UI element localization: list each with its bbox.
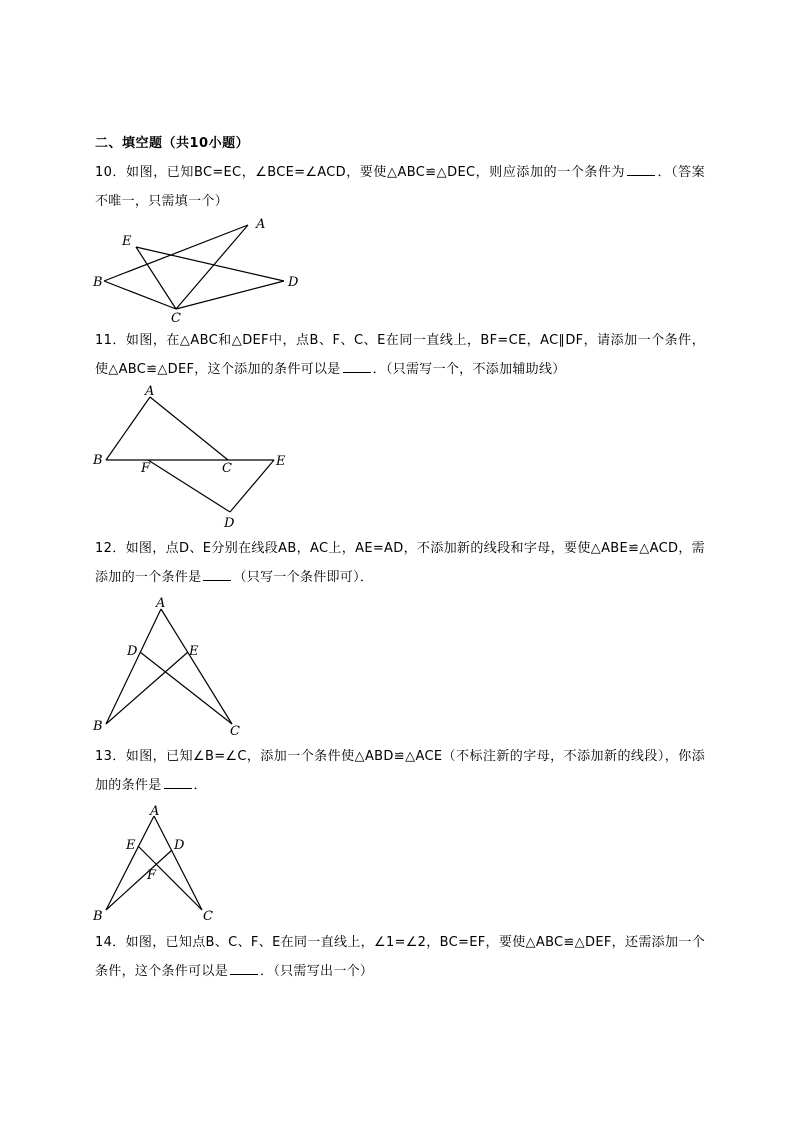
segment-fd [148,460,230,512]
question-13-text: 13．如图，已知∠B=∠C，添加一个条件使△ABD≌△ACE（不标注新的字母，不添加新的线段），你添加的条件是 [95,749,705,793]
segment-ec [136,247,176,309]
point-label-d: D [224,516,235,531]
figure-12 [90,595,250,740]
answer-blank-11[interactable] [343,360,371,373]
question-13-note: ． [193,778,207,793]
point-label-a: A [256,217,266,232]
point-label-c: C [230,724,240,739]
segment-ac [150,397,228,460]
answer-blank-13[interactable] [164,776,192,789]
point-label-d: D [127,644,138,659]
question-14-note: ．（只需写出一个） [260,964,374,979]
figure-10 [90,215,310,325]
point-label-b: B [93,453,103,468]
point-label-e: E [122,234,132,249]
point-label-f: F [147,868,157,883]
segment-dc [140,652,232,724]
point-label-a: A [156,596,166,611]
segment-eb [106,652,188,724]
point-label-d: D [288,275,299,290]
point-label-b: B [93,909,103,924]
question-14-text: 14．如图，已知点B、C、F、E在同一直线上，∠1=∠2，BC=EF，要使△ABC≌△DEF，还需添加一个条件，这个条件可以是 [95,935,705,979]
answer-blank-12[interactable] [203,568,231,581]
answer-blank-14[interactable] [230,962,258,975]
segment-cd [176,281,284,309]
point-label-b: B [93,719,103,734]
point-label-e: E [189,644,199,659]
figure-11 [90,385,300,530]
section-title: 二、填空题（共10小题） [95,136,250,151]
question-12 [95,534,705,592]
question-11 [95,326,705,384]
answer-blank-10[interactable] [627,163,655,176]
segment-ab [106,397,150,460]
point-label-f: F [141,461,151,476]
question-11-text: 11．如图，在△ABC和△DEF中，点B、F、C、E在同一直线上，BF=CE，AC∥DF，请添加一个条件，使△ABC≌△DEF，这个添加的条件可以是 [95,333,705,377]
question-14 [95,928,705,986]
question-11-note: ．（只需写一个，不添加辅助线） [372,362,566,377]
segment-ca [176,225,248,309]
question-12-note: （只写一个条件即可）． [233,570,374,585]
segment-ab [106,609,161,724]
point-label-c: C [203,909,213,924]
segment-bc [104,281,176,309]
segment-ed [230,460,274,512]
figure-13 [90,800,230,925]
question-10-text: 10．如图，已知BC=EC，∠BCE=∠ACD，要使△ABC≌△DEC，则应添加的一个条件为 [95,165,626,180]
point-label-c: C [171,311,181,326]
point-label-a: A [145,384,155,399]
question-12-text: 12．如图，点D、E分别在线段AB，AC上，AE=AD，不添加新的线段和字母，要使△ABE≌△ACD，需添加的一个条件是 [95,541,705,585]
segment-db [106,850,172,910]
point-label-a: A [150,804,160,819]
point-label-b: B [93,275,103,290]
question-10-note: ．（答案不唯一，只需填一个） [95,165,706,209]
question-13 [95,742,705,800]
segment-ab [106,816,154,910]
question-10 [95,158,705,216]
segment-ac [154,816,202,910]
point-label-e: E [276,454,286,469]
point-label-c: C [222,461,232,476]
point-label-e: E [126,838,136,853]
point-label-d: D [174,838,185,853]
segment-ed [136,247,284,281]
